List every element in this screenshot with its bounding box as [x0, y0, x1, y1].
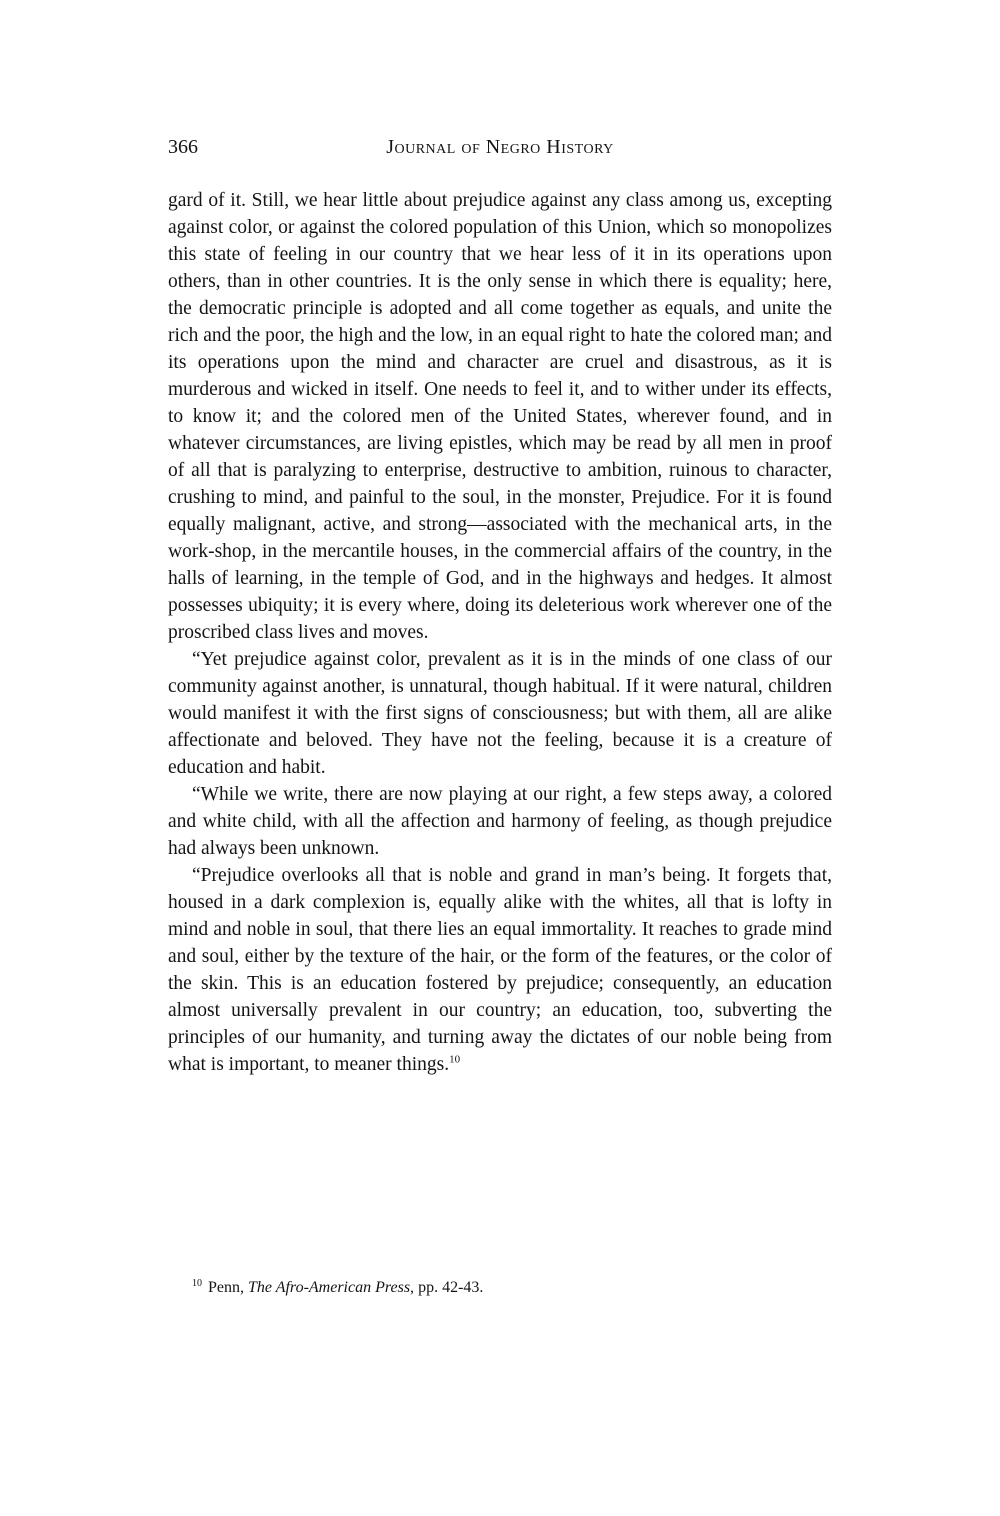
page-header — [168, 135, 832, 165]
paragraph: “Yet prejudice against color, prevalent as it is in the minds of one class of our community against another, is unnatural, though habitual. If it were natural, children would manifest it with the first signs of consciousness; but with them, all are alike affectionate and beloved. They have not the feeling, because it is a creature of education and habit. — [168, 649, 832, 778]
footnote-pages: pp. 42-43. — [418, 1279, 484, 1296]
footnote-author: Penn, — [208, 1279, 244, 1296]
running-head: Journal of Negro History — [386, 136, 614, 158]
footnote-mark: 10 — [192, 1277, 202, 1289]
paragraph: “While we write, there are now playing at our right, a few steps away, a colored and white child, with all the affection and harmony of feeling, as though prejudice had always been unknown. — [168, 784, 832, 859]
footnote — [192, 1278, 483, 1298]
paragraph-text: “Prejudice overlooks all that is noble and grand in man’s being. It forgets that, housed in a dark complexion is, equally alike with the whites, all that is lofty in mind and noble in soul, that there lies an equal immortality. It reaches to grade mind and soul, either by the texture of the hair, or the form of the features, or the color of the skin. This is an education fostered by prejudice; consequently, an education almost universally prevalent in our country; an education, too, subverting the principles of our humanity, and turning away the dictates of our noble being from what is important, to meaner things. — [168, 865, 832, 1075]
footnote-title: The Afro-American Press, — [248, 1279, 415, 1296]
page-number: 366 — [168, 136, 198, 158]
paragraph-last — [168, 862, 832, 1078]
body-text — [168, 187, 832, 1078]
footnote-reference[interactable]: 10 — [449, 1053, 461, 1066]
paragraph: gard of it. Still, we hear little about prejudice against any class among us, excepting against color, or against the colored population of this Union, which so monopolizes this state of feeling in our country that we hear less of it in its operations upon others, than in other countries. It is the only sense in which there is equality; here, the democratic principle is adopted and all come together as equals, and unite the rich and the poor, the high and the low, in an equal right to hate the colored man; and its operations upon the mind and character are cruel and disastrous, as it is murderous and wicked in itself. One needs to feel it, and to wither under its effects, to know it; and the colored men of the United States, wherever found, and in whatever circumstances, are living epistles, which may be read by all men in proof of all that is paralyzing to enterprise, destructive to ambition, ruinous to character, crushing to mind, and painful to the soul, in the monster, Prejudice. For it is found equally malignant, active, and strong—associated with the mechanical arts, in the work-shop, in the mercantile houses, in the commercial affairs of the country, in the halls of learning, in the temple of God, and in the highways and hedges. It almost possesses ubiquity; it is every where, doing its deleterious work wherever one of the proscribed class lives and moves. — [168, 190, 832, 643]
